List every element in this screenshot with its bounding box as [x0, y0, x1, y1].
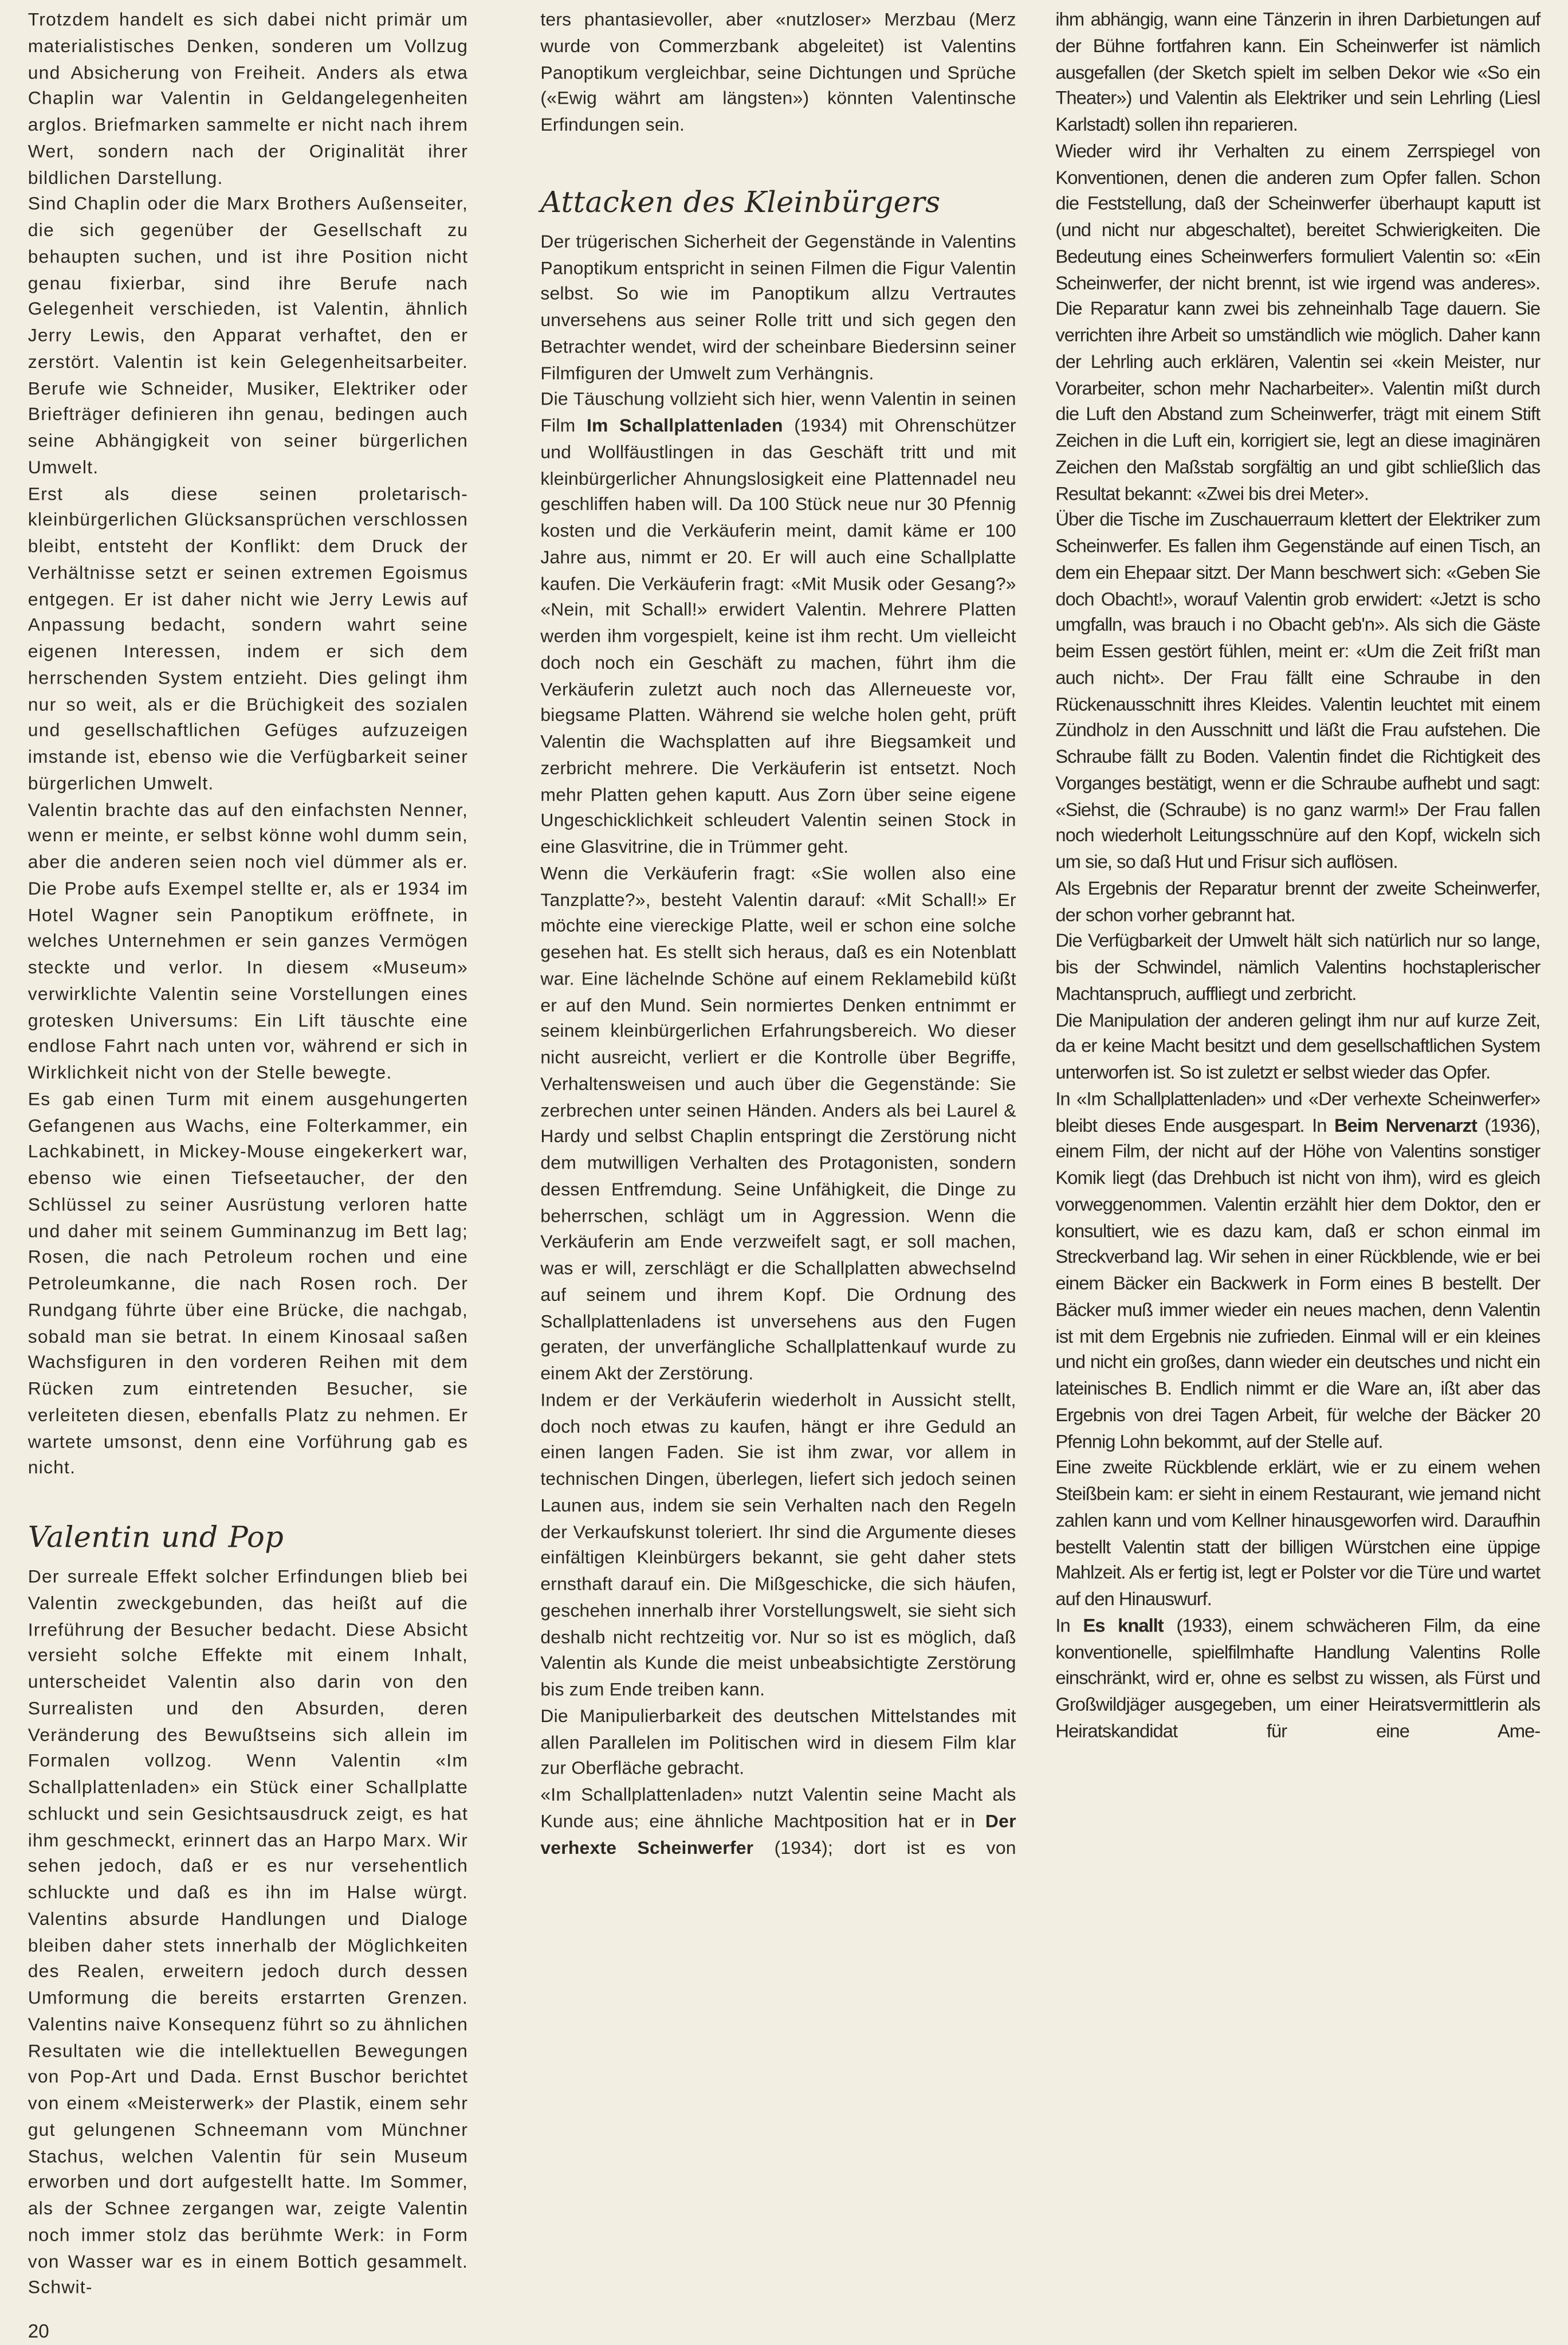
text-run: (1934) mit Ohrenschützer und Wollfäustlingen in das Geschäft tritt und mit kleinbürgerlicher Ahnungslosigkeit eine Plattennadel neu geschliffen haben will. Da 100 Stück neue nur 30 Pfennig kosten und die Verkäuferin meint, damit käme er 100 Jahre aus, nimmt er 20. Er will auch eine Schallplatte kaufen. Die Verkäuferin fragt: «Mit Musik oder Gesang?» «Nein, mit Schall!» erwidert Valentin. Mehrere Platten werden ihm vorgespielt, keine ist ihm recht. Um vielleicht doch noch ein Geschäft zu machen, führt ihm die Verkäuferin zuletzt auch noch das Allerneueste vor, biegsame Platten. Während sie welche holen geht, prüft Valentin die Wachsplatten auf ihre Biegsamkeit und zerbricht mehrere. Die Verkäuferin ist entsetzt. Noch mehr Platten gehen kaputt. Aus Zorn über seine eigene Ungeschicklichkeit schleudert Valentin seinen Stock in eine Glasvitrine, die in Trümmer geht.	[540, 416, 1016, 858]
film-title: Es knallt	[1083, 1616, 1164, 1637]
paragraph	[1055, 929, 1540, 1008]
section-heading: Valentin und Pop	[27, 1521, 284, 1555]
text-run: Trotzdem handelt es sich dabei nicht primär um materialistisches Denken, sonderen um Vollzug und Absicherung von Freiheit. Anders als etwa Chaplin war Valentin in Geldangelegenheiten arglos. Briefmarken sammelte er nicht nach ihrem Wert, sondern nach der Originalität ihrer bildlichen Darstellung.	[27, 10, 469, 189]
paragraph	[28, 798, 468, 1087]
text-run: Der surreale Effekt solcher Erfindungen blieb bei Valentin zweckgebunden, das heißt auf die Irreführung der Besucher bedacht. Diese Absicht versieht solche Effekte mit einem Inhalt, unterscheidet Valentin also darin von den Surrealisten und den Absurden, deren Veränderung des Bewußtseins sich allein im Formalen vollzog. Wenn Valentin «Im Schallplattenladen» ein Stück einer Schallplatte schluckt und sein Gesichtsausdruck zeigt, es hat ihm geschmeckt, erinnert das an Harpo Marx. Wir sehen jedoch, daß er es nur versehentlich schluckte und daß es ihn im Halse würgt. Valentins absurde Handlungen und Dialoge bleiben daher stets innerhalb der Möglichkeiten des Realen, erweitern jedoch durch dessen Umformung die bereits erstarrten Grenzen. Valentins naive Konsequenz führt so zu ähnlichen Resultaten wie die intellektuellen Bewegungen von Pop-Art und Dada. Ernst Buschor berichtet von einem «Meisterwerk» der Plastik, einem sehr gut gelungenen Schneemann vom Münchner Stachus, welchen Valentin für sein Museum erworben und dort aufgestellt hatte. Im Sommer, als der Schnee zergangen war, zeigte Valentin noch immer stolz das berühmte Werk: in Form von Wasser war es in einem Bottich gesammelt. Schwit-	[27, 1567, 469, 2299]
paragraph	[1055, 1614, 1540, 1746]
paragraph	[28, 481, 468, 797]
text-run: Es gab einen Turm mit einem ausgehungerten Gefangenen aus Wachs, eine Folterkammer, ein Lachkabinett, in Mickey-Mouse eingekerkert war, ebenso wie einen Tiefseetaucher, der den Schlüssel zu seiner Ausrüstung verloren hatte und daher mit seinem Gumminanzug im Bett lag; Rosen, die nach Petroleum rochen und eine Petroleumkanne, die nach Rosen roch. Der Rundgang führte über eine Brücke, die nachgab, sobald man sie betrat. In einem Kinosaal saßen Wachsfiguren in den vorderen Reihen mit dem Rücken zum eintretenden Besucher, sie verleiteten diesen, ebenfalls Platz zu nehmen. Er wartete umsonst, denn eine Vorführung gab es nicht.	[27, 1089, 469, 1479]
paragraph	[1055, 877, 1540, 930]
paragraph	[28, 7, 468, 192]
text-run: (1936), einem Film, der nicht auf der Höhe von Valentins sonstiger Komik liegt (das Drehbuch ist nicht von ihm), wird es gleich vorweggenommen. Valentin erzählt hier dem Doktor, den er konsultiert, wie es dazu kam, daß er schon einmal im Streckverband lag. Wir sehen in einer Rückblende, wie er bei einem Bäcker ein Backwerk in Form eines B bestellt. Der Bäcker muß immer wieder ein neues machen, denn Valentin ist mit dem Ergebnis nie zufrieden. Einmal will er ein kleines und nicht ein großes, dann wieder ein deutsches und nicht ein lateinisches B. Endlich nimmt er die Ware an, ißt aber das Ergebnis von drei Tagen Arbeit, für welche der Bäcker 20 Pfennig Lohn bekommt, auf der Stelle auf.	[1055, 1116, 1541, 1453]
page-number: 20	[27, 2321, 49, 2343]
text-column-3	[1055, 7, 1540, 1746]
paragraph	[540, 1704, 1016, 1783]
text-run: Die Manipulation der anderen gelingt ihm nur auf kurze Zeit, da er keine Macht besitzt und dem gesellschaftlichen System unterworfen ist. So ist zuletzt er selbst wieder das Opfer.	[1055, 1010, 1541, 1084]
text-run: Wieder wird ihr Verhalten zu einem Zerrspiegel von Konventionen, denen die anderen zum Opfer fallen. Schon die Feststellung, daß der Scheinwerfer überhaupt kaputt ist (und nicht nur abgeschaltet), bereitet Schwierigkeiten. Die Bedeutung eines Scheinwerfers formuliert Valentin so: «Ein Scheinwerfer, der nicht brennt, ist wie irgend was anderes». Die Reparatur kann zwei bis zehneinhalb Tage dauern. Sie verrichten ihre Arbeit so umständlich wie möglich. Daher kann der Lehrling auch erklären, Valentin sei «kein Meister, nur Vorarbeiter, schon mehr Nacharbeiter». Valentin mißt durch die Luft den Abstand zum Scheinwerfer, trägt mit einem Stift Zeichen in die Luft ein, korrigiert sie, legt an diese imaginären Zeichen den Maßstab sorgfältig an und gibt schließlich das Resultat bekannt: «Zwei bis drei Meter».	[1055, 142, 1541, 505]
text-run: Erst als diese seinen proletarisch-kleinbürgerlichen Glücksansprüchen verschlossen bleibt, entsteht der Konflikt: dem Druck der Verhältnisse setzt er seinen extremen Egoismus entgegen. Er ist daher nicht wie Jerry Lewis auf Anpassung bedacht, sondern wahrt seine eigenen Interessen, indem er sich dem herrschenden System entzieht. Dies gelingt ihm nur so weit, als er die Brüchigkeit des sozialen und gesellschaftlichen Gefüges aufzuzeigen imstande ist, ebenso wie die Verfügbarkeit seiner bürgerlichen Umwelt.	[27, 484, 469, 794]
paragraph	[1055, 1456, 1540, 1614]
text-run: Als Ergebnis der Reparatur brennt der zweite Scheinwerfer, der schon vorher gebrannt hat.	[1055, 879, 1541, 926]
text-run: Die Täuschung vollzieht sich hier, wenn Valentin in seinen Film	[540, 390, 1016, 437]
text-column-2	[540, 7, 1016, 1862]
text-run: Wenn die Verkäuferin fragt: «Sie wollen also eine Tanzplatte?», besteht Valentin darauf: «Mit Schall!» Er möchte eine viereckige Platte, weil er schon eine solche gesehen hat. Es stellt sich heraus, daß es ein Notenblatt war. Eine lächelnde Schöne auf einem Reklamebild küßt er auf den Mund. Sein normiertes Denken entnimmt er seinem kleinbürgerlichen Erfahrungsbereich. Wo dieser nicht ausreicht, verliert er die Kontrolle über Begriffe, Verhaltensweisen und auch über die Gegenstände: Sie zerbrechen unter seinen Händen. Anders als bei Laurel & Hardy und selbst Chaplin entspringt die Zerstörung nicht dem mutwilligen Verhalten des Protagonisten, sondern dessen Entfremdung. Seine Unfähigkeit, die Dinge zu beherrschen, schlägt um in Aggression. Wenn die Verkäuferin am Ende verzweifelt sagt, er soll machen, was er will, zerschlägt er die Schallplatten abwechselnd auf seinem und ihrem Kopf. Die Ordnung des Schallplattenladens ist unversehens aus den Fugen geraten, der unverfängliche Schallplattenkauf wurde zu einem Akt der Zerstörung.	[540, 864, 1016, 1385]
film-title: Beim Nervenarzt	[1334, 1116, 1477, 1136]
text-run: Valentin brachte das auf den einfachsten Nenner, wenn er meinte, er selbst könne wohl dumm sein, aber die anderen seien noch viel dümmer als er. Die Probe aufs Exempel stellte er, als er 1934 im Hotel Wagner sein Panoptikum eröffnete, in welches Unternehmen er sein ganzes Vermögen steckte und verlor. In diesem «Museum» verwirklichte Valentin seine Vorstellungen eines grotesken Universums: Ein Lift täuschte eine endlose Fahrt nach unten vor, während er sich in Wirklichkeit nicht von der Stelle bewegte.	[27, 800, 469, 1084]
paragraph	[540, 861, 1016, 1388]
paragraph	[540, 387, 1016, 861]
text-run: ihm abhängig, wann eine Tänzerin in ihren Darbietungen auf der Bühne fortfahren kann. Ein Scheinwerfer ist nämlich ausgefallen (der Sketch spielt im selben Dekor wie «So ein Theater») und Valentin als Elektriker und sein Lehrling (Liesl Karlstadt) sollen ihn reparieren.	[1055, 10, 1541, 136]
text-run: Eine zweite Rückblende erklärt, wie er zu einem wehen Steißbein kam: er sieht in einem Restaurant, wie jemand nicht zahlen kann und vom Kellner hinausgeworfen wird. Daraufhin bestellt Valentin statt der billigen Würstchen eine üppige Mahlzeit. Als er fertig ist, legt er Polster vor die Türe und wartet auf den Hinauswurf.	[1055, 1458, 1541, 1611]
text-run: Der trügerischen Sicherheit der Gegenstände in Valentins Panoptikum entspricht in seinen Filmen die Figur Valentin selbst. So wie im Panoptikum allzu Vertrautes unversehens aus seiner Rolle tritt und sich gegen den Betrachter wendet, wird der scheinbare Biedersinn seiner Filmfiguren der Umwelt zum Verhängnis.	[540, 232, 1016, 384]
text-run: Sind Chaplin oder die Marx Brothers Außenseiter, die sich gegenüber der Gesellschaft zu behaupten suchen, und ist ihre Position nicht genau fixierbar, sind ihre Berufe nach Gelegenheit verschieden, ist Valentin, ähnlich Jerry Lewis, den Apparat verhaftet, den er zerstört. Valentin ist kein Gelegenheitsarbeiter. Berufe wie Schneider, Musiker, Elektriker oder Briefträger definieren ihn genau, bedingen auch seine Abhängigkeit von seiner bürgerlichen Umwelt.	[27, 194, 469, 479]
paragraph	[1055, 1008, 1540, 1087]
paragraph	[28, 1564, 468, 2302]
text-run: In	[1055, 1616, 1083, 1637]
paragraph	[28, 192, 468, 481]
text-column-1	[28, 7, 468, 2345]
text-run: «Im Schallplattenladen» nutzt Valentin seine Macht als Kunde aus; eine ähnliche Machtposition hat er in	[540, 1785, 1016, 1833]
text-run: Indem er der Verkäuferin wiederholt in Aussicht stellt, doch noch etwas zu kaufen, hängt er ihre Geduld an einen langen Faden. Sie ist ihm zwar, vor allem in technischen Dingen, überlegen, liefert sich jedoch seinen Launen aus, indem sie sein Verhalten nach den Regeln der Verkaufskunst toleriert. Ihr sind die Argumente dieses einfältigen Kleinbürgers bekannt, sie geht daher stets ernsthaft darauf ein. Die Mißgeschicke, die sich häufen, geschehen innerhalb ihrer Vorstellungswelt, sie sieht sich deshalb nicht rechtzeitig vor. Nur so ist es möglich, daß Valentin als Kunde die meist unbeabsichtigte Zerstörung bis zum Ende treiben kann.	[540, 1390, 1016, 1701]
text-run: (1933), einem schwächeren Film, da eine konventionelle, spielfilmhafte Handlung Valentins Rolle einschränkt, wird er, ohne es selbst zu wissen, als Fürst und Großwildjäger ausgegeben, um einer Heiratsvermittlerin als Heiratskandidat für eine Ame-	[1055, 1616, 1541, 1742]
text-run: ters phantasievoller, aber «nutzloser» Merzbau (Merz wurde von Commerzbank abgeleitet) ist Valentins Panoptikum vergleichbar, seine Dichtungen und Sprüche («Ewig währt am längsten») könnten Valentinsche Erfindungen sein.	[540, 10, 1016, 136]
paragraph	[540, 1388, 1016, 1704]
paragraph	[1055, 139, 1540, 508]
text-run: Die Verfügbarkeit der Umwelt hält sich natürlich nur so lange, bis der Schwindel, nämlich Valentins hochstaplerischer Machtanspruch, auffliegt und zerbricht.	[1055, 931, 1541, 1005]
film-title: Im Schallplattenladen	[586, 416, 783, 437]
paragraph	[1055, 1087, 1540, 1456]
paragraph	[28, 1087, 468, 1482]
paragraph	[1055, 7, 1540, 139]
text-run: In «Im Schallplattenladen» und «Der verhexte Scheinwerfer» bleibt dieses Ende ausgespart. In	[1055, 1089, 1541, 1136]
text-run: Über die Tische im Zuschauerraum klettert der Elektriker zum Scheinwerfer. Es fallen ihm Gegenstände auf einen Tisch, an dem ein Ehepaar sitzt. Der Mann beschwert sich: «Geben Sie doch Obacht!», worauf Valentin grob erwidert: «Jetzt is scho umgfalln, was brauch i no Obacht geb'n». Als sich die Gäste beim Essen gestört fühlen, meint er: «Um die Zeit frißt man auch nicht». Der Frau fällt eine Schraube in den Rückenausschnitt ihres Kleides. Valentin leuchtet mit einem Zündholz in den Ausschnitt und läßt die Frau aufstehen. Die Schraube fällt zu Boden. Valentin findet die Richtigkeit des Vorganges bestätigt, wenn er die Schraube aufhebt und sagt: «Siehst, die (Schraube) is no ganz warm!» Der Frau fallen noch wiederholt Leitungsschnüre auf den Kopf, wickeln sich um sie, so daß Hut und Frisur sich auflösen.	[1055, 510, 1541, 873]
paragraph	[540, 229, 1016, 387]
film-title: Der verhexte Scheinwerfer	[540, 1811, 1016, 1858]
text-run: Die Manipulierbarkeit des deutschen Mittelstandes mit allen Parallelen im Politischen wird in diesem Film klar zur Oberfläche gebracht.	[540, 1706, 1016, 1780]
section-heading: Attacken des Kleinbürgers	[540, 186, 941, 219]
text-run: (1934); dort ist es von	[753, 1838, 1016, 1858]
paragraph	[540, 7, 1016, 139]
paragraph	[1055, 508, 1540, 876]
paragraph	[540, 1783, 1016, 1862]
